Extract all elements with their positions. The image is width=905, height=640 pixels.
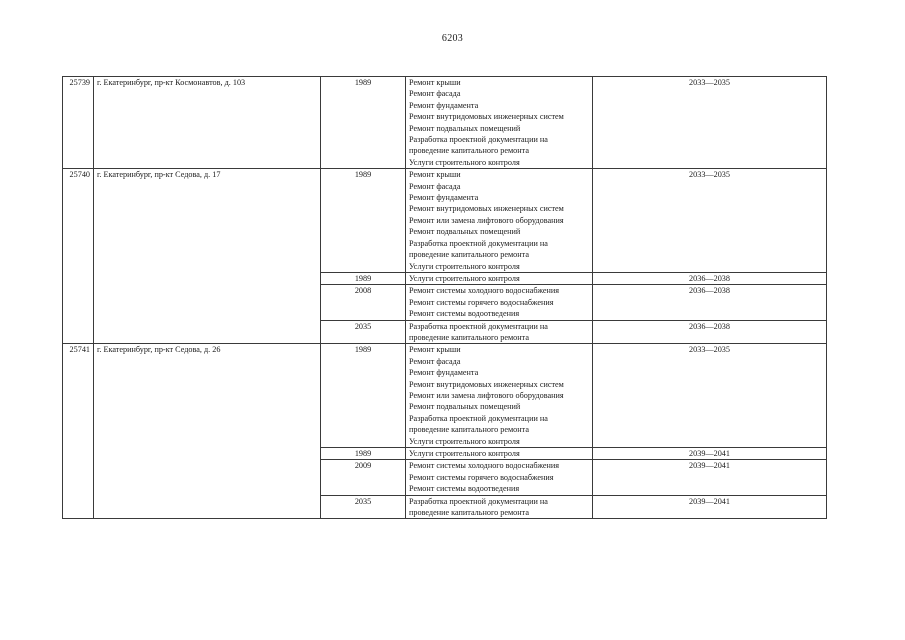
house-address: г. Екатеринбург, пр-кт Седова, д. 17 bbox=[94, 169, 321, 344]
work-list bbox=[406, 460, 593, 495]
work-list bbox=[406, 495, 593, 519]
work-item: Ремонт крыши bbox=[409, 78, 461, 87]
work-list bbox=[406, 285, 593, 320]
work-list bbox=[406, 344, 593, 448]
work-item: Ремонт или замена лифтового оборудования bbox=[409, 390, 564, 400]
repair-period: 2033—2035 bbox=[593, 169, 827, 273]
work-item: Ремонт системы горячего водоснабжения bbox=[409, 297, 554, 307]
work-item: Ремонт или замена лифтового оборудования bbox=[409, 215, 564, 225]
work-item: Ремонт фасада bbox=[409, 89, 461, 99]
repair-period: 2036—2038 bbox=[593, 272, 827, 284]
work-list bbox=[406, 77, 593, 169]
work-item: Ремонт фундамента bbox=[409, 193, 479, 203]
work-item: Услуги строительного контроля bbox=[409, 261, 520, 271]
work-item: Разработка проектной документации на bbox=[409, 413, 548, 423]
work-year: 1989 bbox=[321, 77, 406, 169]
table-body bbox=[63, 77, 827, 519]
work-item: Ремонт фасада bbox=[409, 181, 461, 191]
work-item: проведение капитального ремонта bbox=[409, 425, 529, 435]
work-item: Ремонт внутридомовых инженерных систем bbox=[409, 204, 564, 214]
work-item: Ремонт фундамента bbox=[409, 368, 479, 378]
work-year: 1989 bbox=[321, 448, 406, 460]
work-item: Ремонт фундамента bbox=[409, 100, 479, 110]
work-item: Ремонт внутридомовых инженерных систем bbox=[409, 379, 564, 389]
work-item: проведение капитального ремонта bbox=[409, 250, 529, 260]
work-list bbox=[406, 320, 593, 344]
work-year: 2008 bbox=[321, 285, 406, 320]
work-year: 1989 bbox=[321, 344, 406, 448]
repair-period: 2033—2035 bbox=[593, 344, 827, 448]
table-row bbox=[63, 169, 827, 273]
work-item: Ремонт системы холодного водоснабжения bbox=[409, 286, 560, 296]
repair-period: 2033—2035 bbox=[593, 77, 827, 169]
work-list bbox=[406, 272, 593, 284]
work-year: 2009 bbox=[321, 460, 406, 495]
repair-period: 2039—2041 bbox=[593, 448, 827, 460]
work-item: Ремонт системы водоотведения bbox=[409, 309, 520, 319]
house-id: 25741 bbox=[63, 344, 94, 519]
house-address: г. Екатеринбург, пр-кт Космонавтов, д. 103 bbox=[94, 77, 321, 169]
work-item: Разработка проектной документации на bbox=[409, 321, 548, 331]
work-item: Ремонт крыши bbox=[409, 345, 461, 355]
work-year: 2035 bbox=[321, 495, 406, 519]
work-list bbox=[406, 169, 593, 273]
work-item: Услуги строительного контроля bbox=[409, 157, 520, 167]
work-item: Услуги строительного контроля bbox=[409, 449, 520, 458]
work-item: проведение капитального ремонта bbox=[409, 508, 529, 518]
work-item: Ремонт крыши bbox=[409, 170, 461, 180]
table-row bbox=[63, 344, 827, 448]
work-item: Ремонт подвальных помещений bbox=[409, 227, 521, 237]
work-item: проведение капитального ремонта bbox=[409, 332, 529, 342]
work-year: 1989 bbox=[321, 169, 406, 273]
capital-repair-table bbox=[62, 76, 827, 519]
table-row bbox=[63, 77, 827, 169]
repair-period: 2039—2041 bbox=[593, 460, 827, 495]
work-item: Разработка проектной документации на bbox=[409, 238, 548, 248]
work-year: 2035 bbox=[321, 320, 406, 344]
work-item: Разработка проектной документации на bbox=[409, 135, 548, 145]
house-id: 25739 bbox=[63, 77, 94, 169]
house-address: г. Екатеринбург, пр-кт Седова, д. 26 bbox=[94, 344, 321, 519]
work-list bbox=[406, 448, 593, 460]
work-item: Ремонт внутридомовых инженерных систем bbox=[409, 112, 564, 122]
house-id: 25740 bbox=[63, 169, 94, 344]
repair-period: 2039—2041 bbox=[593, 495, 827, 519]
work-item: Услуги строительного контроля bbox=[409, 273, 520, 283]
work-item: Ремонт системы водоотведения bbox=[409, 484, 520, 494]
work-item: Ремонт системы горячего водоснабжения bbox=[409, 472, 554, 482]
work-year: 1989 bbox=[321, 272, 406, 284]
work-item: Разработка проектной документации на bbox=[409, 496, 548, 506]
work-item: проведение капитального ремонта bbox=[409, 146, 529, 156]
work-item: Ремонт системы холодного водоснабжения bbox=[409, 461, 560, 471]
repair-period: 2036—2038 bbox=[593, 320, 827, 344]
page-number: 6203 bbox=[441, 33, 464, 44]
repair-period: 2036—2038 bbox=[593, 285, 827, 320]
work-item: Ремонт подвальных помещений bbox=[409, 402, 521, 412]
work-item: Ремонт подвальных помещений bbox=[409, 123, 521, 133]
work-item: Ремонт фасада bbox=[409, 356, 461, 366]
work-item: Услуги строительного контроля bbox=[409, 436, 520, 446]
